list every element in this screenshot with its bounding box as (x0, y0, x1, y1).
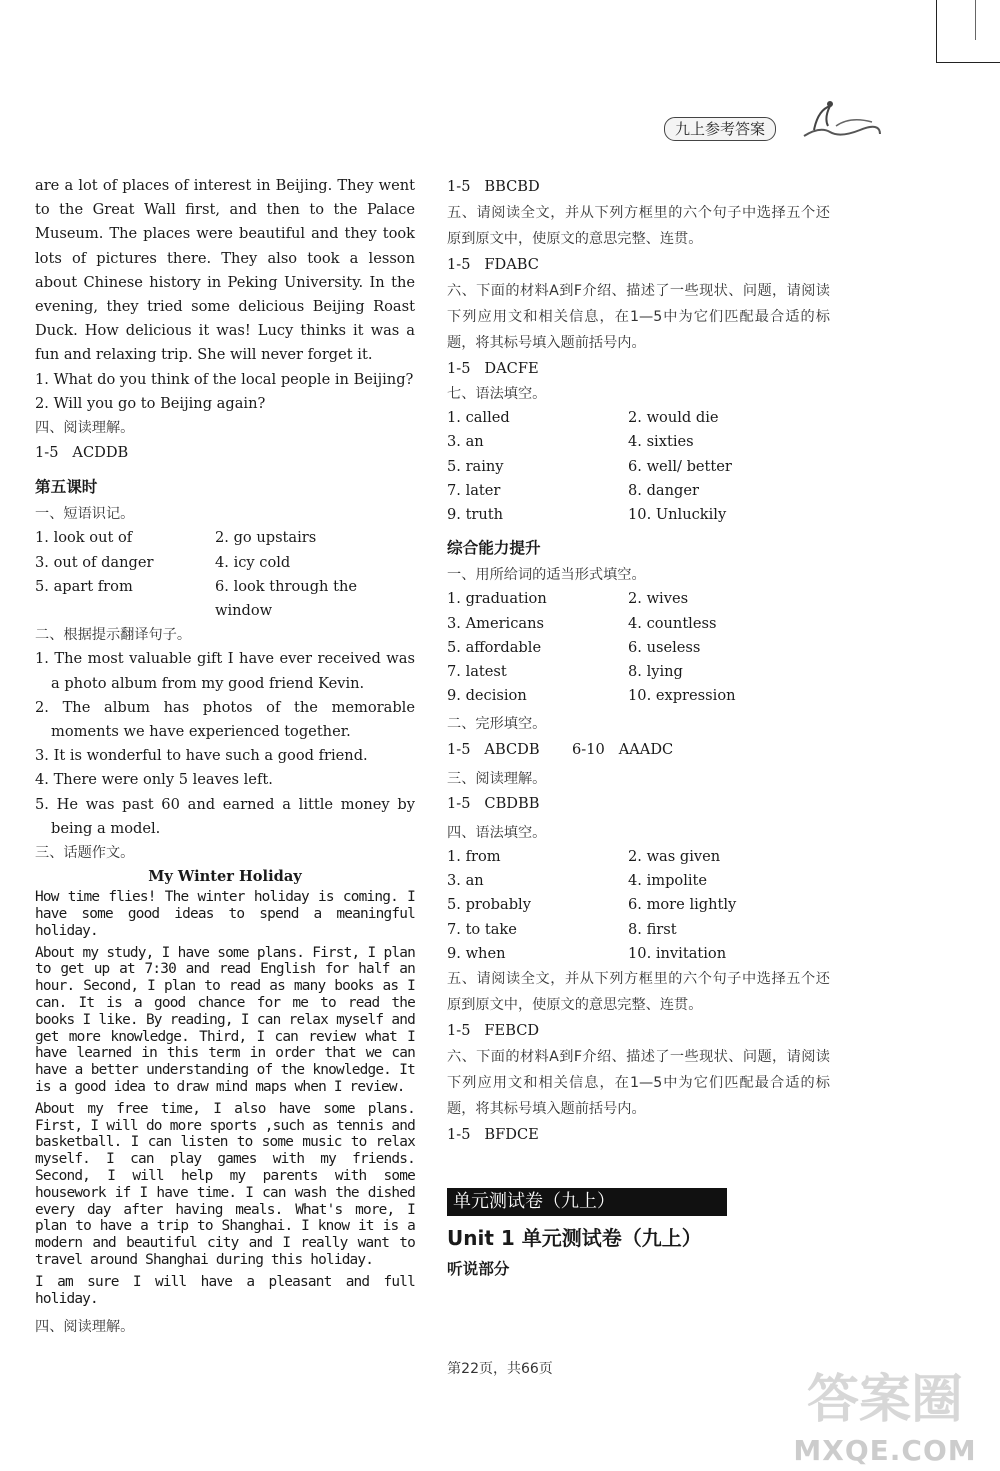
section-6-instructions: 六、下面的材料A到F介绍、描述了一些现状、问题，请阅读下列应用文和相关信息，在1—5中为它们匹配最合适的标题，将其标号填入题前括号内。 (447, 283, 830, 351)
list-item: 5. apart from (35, 577, 133, 595)
page-number: 第22页，共66页 (447, 1361, 553, 1377)
essay-paragraph: About my free time, I also have some plans. First, I will do more sports ,such as tennis and basketball. I can listen to some music to relax myself. I can play games with my friends. Second, I will help my parents with some housework if I have time. I can wash the dished every day after having meals. What's more, I plan to have a trip to Shanghai. I know it is a modern and beautiful city and I really want to travel around Shanghai during this holiday. (35, 1100, 415, 1269)
list-item: 5. He was past 60 and earned a little money by being a model. (35, 795, 415, 837)
section-6b-instructions: 六、下面的材料A到F介绍、描述了一些现状、问题，请阅读下列应用文和相关信息，在1—5中为它们匹配最合适的标题，将其标号填入题前括号内。 (447, 1049, 830, 1118)
list-item: 3. out of danger (35, 553, 154, 571)
list-item: 2. was given (628, 848, 721, 866)
right-column (447, 174, 830, 1282)
lesson5-title: 第五课时 (35, 478, 98, 497)
watermark-cn: 答案圈 (806, 1370, 963, 1430)
grammar2-heading: 四、语法填空。 (447, 824, 547, 841)
section-5b-instructions: 五、请阅读全文，并从下列方框里的六个句子中选择五个还原到原文中，使原文的意思完整、连贯。 (447, 971, 830, 1014)
grammar-grid (447, 406, 830, 527)
list-item: 4. icy cold (215, 553, 291, 571)
list-item: 1. look out of (35, 529, 133, 547)
grammar-heading: 七、语法填空。 (447, 386, 547, 402)
list-item: 4. impolite (628, 872, 708, 890)
essay-paragraph: How time flies! The winter holiday is coming. I have some good ideas to spend a meaningful holiday. (35, 889, 415, 939)
list-item: 5. affordable (447, 638, 542, 656)
list-item: 7. later (447, 481, 501, 499)
list-item: 6. well/ better (628, 457, 732, 475)
list-item: 4. sixties (628, 433, 694, 451)
list-item: 3. an (447, 433, 484, 451)
list-item: 10. invitation (628, 944, 727, 962)
essay-paragraph: About my study, I have some plans. First, I plan to get up at 7:30 and read English for half an hour. Second, I plan to read as many books as I can. It is a good chance for me to read the books I like. By reading, I can relax myself and get more knowledge. Third, I can review what I have learned in this term in order that we can have a better understanding of the knowledge. It is a good idea to draw mind maps when I review. (35, 944, 415, 1096)
list-item: 6. more lightly (628, 896, 737, 914)
list-item: 4. countless (628, 614, 717, 632)
essay-paragraph: I am sure I will have a pleasant and full holiday. (35, 1273, 415, 1307)
list-item: 1. from (447, 848, 501, 866)
reading-answer: 1-5 CBDBB (447, 794, 540, 812)
translate-heading: 二、根据提示翻译句子。 (35, 627, 192, 644)
list-item: 10. expression (628, 687, 736, 705)
list-item: 2. would die (628, 409, 719, 427)
answer-line: 1-5 FEBCD (447, 1022, 540, 1040)
comprehensive-title: 综合能力提升 (447, 539, 541, 558)
listening-subtitle: 听说部分 (447, 1260, 510, 1279)
answer-line: 1-5 BBCBD (447, 178, 540, 195)
section-5-instructions: 五、请阅读全文，并从下列方框里的六个句子中选择五个还原到原文中，使原文的意思完整、连贯。 (447, 205, 830, 247)
intro-paragraph: are a lot of places of interest in Beijing. They went to the Great Wall first, and then to the Palace Museum. The places were beautiful and they took lots of pictures there. They also took a lesson about Chinese history in Peking University. In the evening, they tried some delicious Beijing Roast Duck. How delicious it was! Lucy thinks it was a fun and relaxing trip. She will never forget it. (35, 177, 415, 364)
list-item: 1. called (447, 409, 510, 427)
cloze-answer: 1-5 ABCDB 6-10 AAADC (447, 740, 674, 758)
list-item: 8. first (628, 920, 677, 938)
list-item: 9. when (447, 944, 506, 962)
list-item: 7. to take (447, 920, 517, 938)
list-item: 1. graduation (447, 590, 547, 608)
crop-mark-horizontal (936, 62, 1000, 63)
unit-title: Unit 1 单元测试卷（九上） (447, 1226, 702, 1251)
unit-test-banner: 单元测试卷（九上） (447, 1188, 727, 1216)
essay-title: My Winter Holiday (148, 868, 302, 886)
list-item: 8. danger (628, 481, 699, 499)
crop-mark-vertical (936, 0, 937, 62)
list-item: 6. look through the window (215, 577, 357, 620)
phrases-heading: 一、短语识记。 (35, 506, 135, 523)
phrases-grid (35, 526, 415, 623)
left-column (35, 174, 415, 1340)
list-item: 3. It is wonderful to have such a good friend. (35, 747, 368, 765)
wordform-grid (447, 587, 830, 708)
list-item: 3. Americans (447, 614, 544, 632)
answer-line: 1-5 FDABC (447, 256, 539, 273)
watermark-logo (780, 1357, 990, 1467)
answer-line: 1-5 BFDCE (447, 1126, 539, 1144)
list-item: 9. decision (447, 687, 527, 705)
list-item: 2. go upstairs (215, 529, 317, 547)
list-item: 4. There were only 5 leaves left. (35, 771, 273, 789)
reading-answer: 1-5 ACDDB (35, 444, 129, 462)
reading-heading: 三、阅读理解。 (447, 770, 547, 787)
writing-heading: 三、话题作文。 (35, 845, 135, 862)
watermark-site: MXQE.COM (793, 1434, 977, 1467)
list-item: 3. an (447, 872, 484, 890)
question-1: 1. What do you think of the local people in Beijing? (35, 370, 414, 388)
list-item: 2. The album has photos of the memorable moments we have experienced together. (35, 698, 415, 741)
grammar2-grid (447, 845, 830, 966)
header-logo-icon (800, 96, 882, 142)
list-item: 5. rainy (447, 457, 504, 475)
list-item: 9. truth (447, 506, 504, 524)
end-heading: 四、阅读理解。 (35, 1319, 135, 1336)
list-item: 5. probably (447, 896, 531, 914)
list-item: 2. wives (628, 590, 689, 608)
wordform-heading: 一、用所给词的适当形式填空。 (447, 567, 646, 584)
list-item: 6. useless (628, 638, 701, 656)
list-item: 1. The most valuable gift I have ever received was a photo album from my good friend Kevin. (35, 650, 415, 692)
reading-heading: 四、阅读理解。 (35, 420, 135, 437)
list-item: 8. lying (628, 663, 683, 681)
header-badge: 九上参考答案 (664, 117, 776, 141)
list-item: 10. Unluckily (628, 506, 727, 524)
question-2: 2. Will you go to Beijing again? (35, 394, 266, 412)
list-item: 7. latest (447, 663, 507, 681)
cloze-heading: 二、完形填空。 (447, 716, 547, 733)
answer-line: 1-5 DACFE (447, 360, 539, 377)
crop-mark-vertical-2 (975, 0, 976, 40)
